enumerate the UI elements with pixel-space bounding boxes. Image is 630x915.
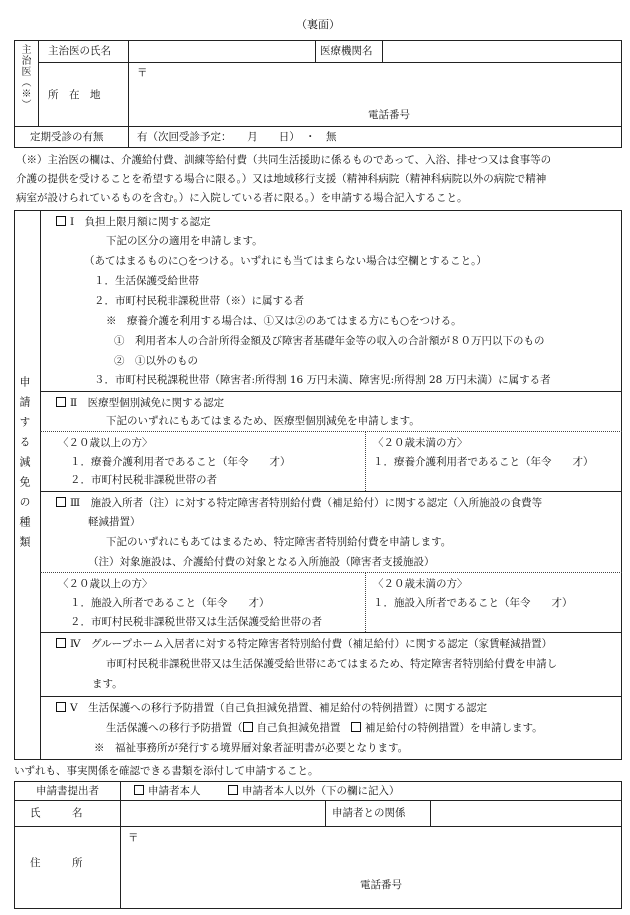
checkbox-section5[interactable] <box>56 702 66 712</box>
relation-field[interactable] <box>432 802 620 824</box>
section1-line6: ① 利用者本人の合計所得金額及び障害者基礎年金等の収入の合計額が８０万円以下のもの <box>114 335 545 347</box>
doctor-phone-label: 電話番号 <box>368 109 410 121</box>
section3-title[interactable]: Ⅲ 施設入所者（注）に対する特定障害者特別給付費（補足給付）に関する認定（入所施設の食費等 <box>56 496 542 510</box>
doctor-name-field[interactable] <box>130 42 313 60</box>
submitter-label: 申請書提出者 <box>36 785 99 797</box>
doctor-note-line3: 病室が設けられているものを含む。）に入院している者に限る。）を申請する場合記入すること。 <box>16 192 468 204</box>
regular-visit-value[interactable]: 有（次回受診予定： 月 日） ・ 無 <box>137 131 337 143</box>
doctor-note-line1: （※）主治医の欄は、介護給付費、訓練等給付費（共同生活援助に係るものであって、入浴、排せつ又は食事等の <box>16 154 552 166</box>
section2-left-head: 〈２０歳以上の方〉 <box>58 437 153 449</box>
section3-line1: 下記のいずれにもあてはまるため、特定障害者特別給付費を申請します。 <box>106 536 452 548</box>
submitter-address-label: 住 所 <box>30 857 83 869</box>
regular-visit-label: 定期受診の有無 <box>30 131 104 143</box>
checkbox-section1[interactable] <box>56 216 66 226</box>
section3-right-line1: １．施設入所者であること（年令 才） <box>373 597 573 609</box>
section3-line2: （注）対象施設は、介護給付費の対象となる入所施設（障害者支援施設） <box>88 556 435 568</box>
section5-line2: ※ 福祉事務所が発行する境界層対象者証明書が必要となります。 <box>94 742 409 754</box>
section1-title[interactable]: Ⅰ 負担上限月額に関する認定 <box>56 215 211 229</box>
checkbox-submitter-other[interactable] <box>228 785 238 795</box>
section3-left-line1: １．施設入所者であること（年令 才） <box>70 597 270 609</box>
section1-line5: ※ 療養介護を利用する場合は、①又は②のあてはまる方にも○をつける。 <box>106 315 462 327</box>
section1-line3: １．生活保護受給世帯 <box>94 275 199 287</box>
section2-line1: 下記のいずれにもあてはまるため、医療型個別減免を申請します。 <box>106 415 420 427</box>
checkbox-supplement-special[interactable] <box>351 722 361 732</box>
checkbox-self-burden[interactable] <box>243 722 253 732</box>
section1-line4: ２．市町村民税非課税世帯（※）に属する者 <box>94 295 304 307</box>
section3-left-head: 〈２０歳以上の方〉 <box>58 578 153 590</box>
checkbox-section4[interactable] <box>56 638 66 648</box>
section2-left-line2: ２．市町村民税非課税世帯の者 <box>70 474 217 486</box>
section5-line1: 生活保護への移行予防措置（ 自己負担減免措置 補足給付の特例措置）を申請します。 <box>106 722 543 734</box>
doctor-address-label: 所 在 地 <box>48 89 101 101</box>
attach-note: いずれも、事実関係を確認できる書類を添付して申請すること。 <box>14 765 319 777</box>
section1-line8: ３．市町村民税課税世帯（障害者:所得割 16 万円未満、障害児:所得割 28 万円未満）に属する者 <box>94 374 551 386</box>
section2-right-line1: １．療養介護利用者であること（年令 才） <box>373 456 594 468</box>
submitter-name-field[interactable] <box>122 802 323 824</box>
submitter-postal-mark: 〒 <box>128 832 139 844</box>
section4-line2: ます。 <box>92 678 123 690</box>
page-title: （裏面） <box>296 18 340 31</box>
submitter-opt-self[interactable]: 申請者本人 <box>134 784 201 798</box>
section2-title[interactable]: Ⅱ 医療型個別減免に関する認定 <box>56 396 224 410</box>
section4-title[interactable]: Ⅳ グループホーム入居者に対する特定障害者特別給付費（補足給付）に関する認定（家賃軽減措置） <box>56 637 552 651</box>
submitter-address-field[interactable] <box>122 828 620 907</box>
reduction-side-label: 申請する減免の種類 <box>18 376 31 556</box>
postal-mark: 〒 <box>137 67 148 79</box>
institution-field[interactable] <box>384 42 620 60</box>
doctor-note-line2: 介護の提供を受けることを希望する場合に限る。）又は地域移行支援（精神科病院（精神科病院以外の病院で精神 <box>16 173 547 185</box>
submitter-opt-other[interactable]: 申請者本人以外（下の欄に記入） <box>228 784 400 798</box>
doctor-name-label: 主治医の氏名 <box>48 45 111 57</box>
section2-right-head: 〈２０歳未満の方〉 <box>373 437 468 449</box>
doctor-side-label: 主治医（※） <box>19 44 30 110</box>
institution-label: 医療機関名 <box>320 45 373 57</box>
checkbox-section3[interactable] <box>56 497 66 507</box>
checkbox-section2[interactable] <box>56 397 66 407</box>
section1-line7: ② ①以外のもの <box>114 355 198 367</box>
section1-line2: （あてはまるものに○をつける。いずれにも当てはまらない場合は空欄とすること。） <box>84 255 487 267</box>
submitter-phone-label: 電話番号 <box>360 879 402 891</box>
section5-title[interactable]: Ⅴ 生活保護への移行予防措置（自己負担減免措置、補足給付の特例措置）に関する認定 <box>56 701 487 715</box>
section3-left-line2: ２．市町村民税非課税世帯又は生活保護受給世帯の者 <box>70 616 322 628</box>
section4-line1: 市町村民税非課税世帯又は生活保護受給世帯にあてはまるため、特定障害者特別給付費を申請し <box>106 658 558 670</box>
submitter-name-label: 氏 名 <box>30 807 83 819</box>
section1-line1: 下記の区分の適用を申請します。 <box>106 235 263 247</box>
section2-left-line1: １．療養介護利用者であること（年令 才） <box>70 456 291 468</box>
section3-title2: 軽減措置） <box>88 516 141 528</box>
section3-right-head: 〈２０歳未満の方〉 <box>373 578 468 590</box>
checkbox-submitter-self[interactable] <box>134 785 144 795</box>
relation-label: 申請者との関係 <box>332 807 406 819</box>
